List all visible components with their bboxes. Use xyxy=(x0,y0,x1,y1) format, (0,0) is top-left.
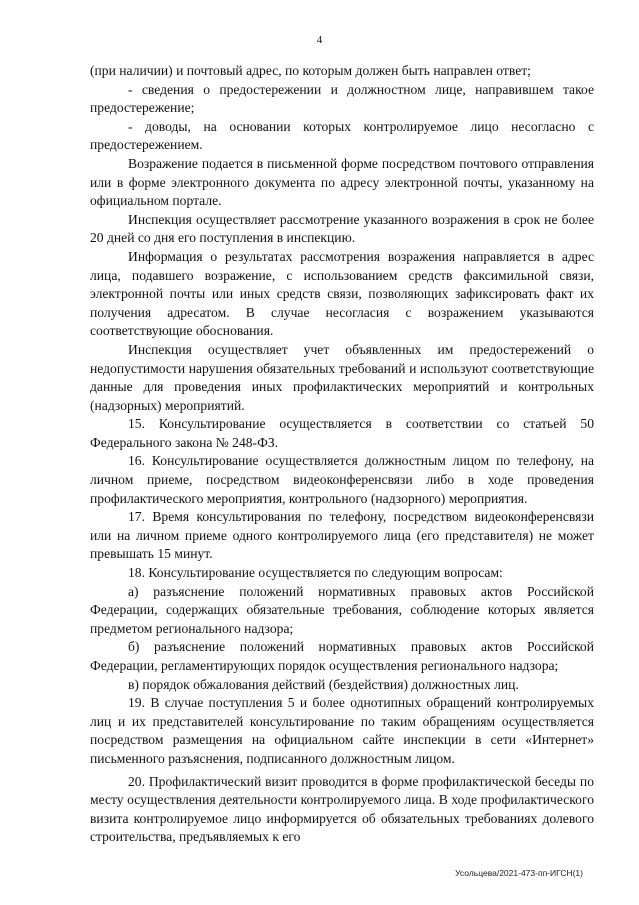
paragraph-19: 19. В случае поступления 5 и более однотипных обращений контролируемых лиц и их представителей консультирование по таким обращениям осуществляется посредством размещения на официальном сайте инспекции в сети «Интернет» письменного разъяснения, подписанного должностным лицом. xyxy=(90,695,594,766)
document-code: Усольцева/2021-473-пп-ИГСН(1) xyxy=(455,868,583,878)
document-body xyxy=(90,62,594,847)
paragraph-address-continuation: (при наличии) и почтовый адрес, по которым должен быть направлен ответ; xyxy=(90,63,531,78)
paragraph-objection-form: Возражение подается в письменной форме посредством почтового отправления или в форме электронного документа по адресу электронной почты, указанному на официальном портале. xyxy=(90,155,594,209)
paragraph-warning-info: - сведения о предостережении и должностном лице, направившем такое предостережение; xyxy=(90,81,594,116)
paragraph-arguments: - доводы, на основании которых контролируемое лицо несогласно с предостережением. xyxy=(90,118,594,153)
paragraph-18: 18. Консультирование осуществляется по следующим вопросам: xyxy=(128,565,503,581)
paragraph-review-results: Информация о результатах рассмотрения возражения направляется в адрес лица, подавшего возражение, с использованием средств факсимильной связи, электронной почты или иных средств связи, позволяющих зафиксировать факт их получения адресатом. В случае несогласия с возражением указываются соответствующие обоснования. xyxy=(90,248,594,339)
paragraph-16: 16. Консультирование осуществляется должностным лицом по телефону, на личном приеме, посредством видеоконференсвязи либо в ходе проведения профилактического мероприятия, контрольного (надзорного) мероприятия. xyxy=(90,453,594,506)
page-number: 4 xyxy=(316,34,323,46)
paragraph-20: 20. Профилактический визит проводится в форме профилактической беседы по месту осуществления деятельности контролируемого лица. В ходе профилактического визита контролируемое лицо информируется об обязательных требованиях долевого строительства, предъявляемых к его xyxy=(90,773,594,845)
paragraph-18-b: б) разъяснение положений нормативных правовых актов Российской Федерации, регламентирующих порядок осуществления регионального надзора; xyxy=(90,639,594,673)
paragraph-17: 17. Время консультирования по телефону, посредством видеоконференсвязи или на личном приеме одного контролируемого лица (его представителя) не может превышать 15 минут. xyxy=(90,509,594,562)
paragraph-18-a: а) разъяснение положений нормативных правовых актов Российской Федерации, содержащих обязательные требования, соблюдение которых является предметом регионального надзора; xyxy=(90,583,594,636)
paragraph-18-v: в) порядок обжалования действий (бездействия) должностных лиц. xyxy=(128,676,519,692)
paragraph-15: 15. Консультирование осуществляется в соответствии со статьей 50 Федерального закона № 248-ФЗ. xyxy=(90,416,594,450)
paragraph-warnings-accounting: Инспекция осуществляет учет объявленных им предостережений о недопустимости нарушения обязательных требований и используют соответствующие данные для проведения иных профилактических мероприятий и контрольных (надзорных) мероприятий. xyxy=(90,341,594,413)
paragraph-review-term: Инспекция осуществляет рассмотрение указанного возражения в срок не более 20 дней со дня его поступления в инспекцию. xyxy=(90,211,594,246)
